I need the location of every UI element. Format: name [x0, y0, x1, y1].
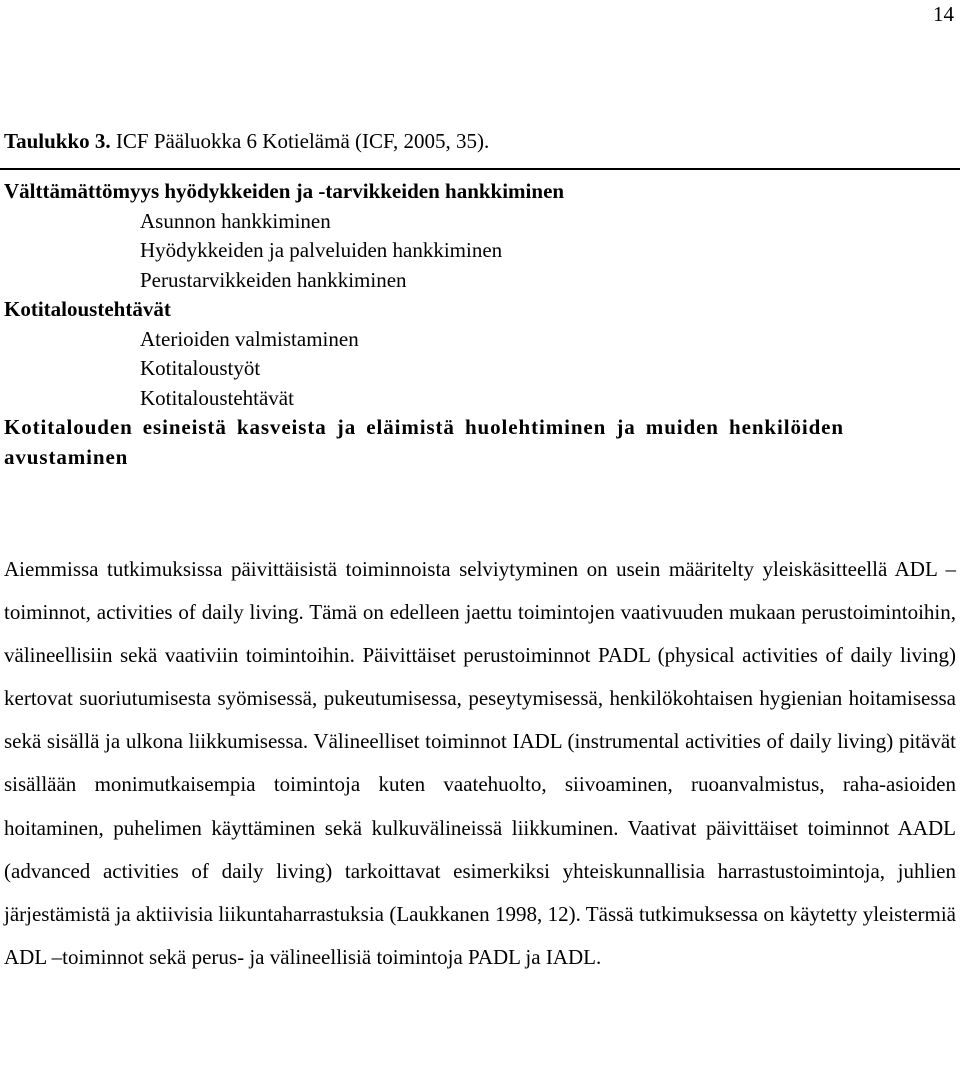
table-caption-text: ICF Pääluokka 6 Kotielämä (ICF, 2005, 35).: [110, 129, 490, 153]
category-title: Kotitalouden esineistä kasveista ja eläimistä huolehtiminen ja muiden henkilöiden avustaminen: [4, 415, 844, 469]
category-item: Hyödykkeiden ja palveluiden hankkiminen: [140, 238, 503, 262]
table-top-rule: [0, 168, 960, 170]
category-item: Perustarvikkeiden hankkiminen: [140, 267, 407, 292]
category-title: Välttämättömyys hyödykkeiden ja -tarvikkeiden hankkiminen: [4, 179, 565, 203]
page-number: 14: [933, 2, 954, 26]
category-item: Kotitaloustehtävät: [140, 385, 294, 410]
category-item: Aterioiden valmistaminen: [140, 326, 359, 351]
table-caption-label: Taulukko 3.: [4, 129, 111, 153]
icf-category-list: [4, 177, 958, 472]
table-caption: [4, 128, 489, 154]
category-title: Kotitaloustehtävät: [4, 297, 171, 321]
body-paragraph: Aiemmissa tutkimuksissa päivittäisistä toiminnoista selviytyminen on usein määritelty yleiskäsitteellä ADL –toiminnot, activities of daily living. Tämä on edelleen jaettu toimintojen vaativuuden mukaan perustoimintoihin, välineellisiin sekä vaativiin toimintoihin. Päivittäiset perustoiminnot PADL (physical activities of daily living) kertovat suoriutumisesta syömisessä, pukeutumisessa, peseytymisessä, henkilökohtaisen hygienian hoitamisessa sekä sisällä ja ulkona liikkumisessa. Välineelliset toiminnot IADL (instrumental activities of daily living) pitävät sisällään monimutkaisempia toimintoja kuten vaatehuolto, siivoaminen, ruoanvalmistus, raha-asioiden hoitaminen, puhelimen käyttäminen sekä kulkuvälineissä liikkuminen. Vaativat päivittäiset toiminnot AADL (advanced activities of daily living) tarkoittavat esimerkiksi yhteiskunnallisia harrastustoimintoja, juhlien järjestämistä ja aktiivisia liikuntaharrastuksia (Laukkanen 1998, 12). Tässä tutkimuksessa on käytetty yleistermiä ADL –toiminnot sekä perus- ja välineellisiä toimintoja PADL ja IADL.: [4, 557, 956, 969]
category-item: Kotitaloustyöt: [140, 356, 261, 380]
category-item: Asunnon hankkiminen: [140, 208, 331, 233]
